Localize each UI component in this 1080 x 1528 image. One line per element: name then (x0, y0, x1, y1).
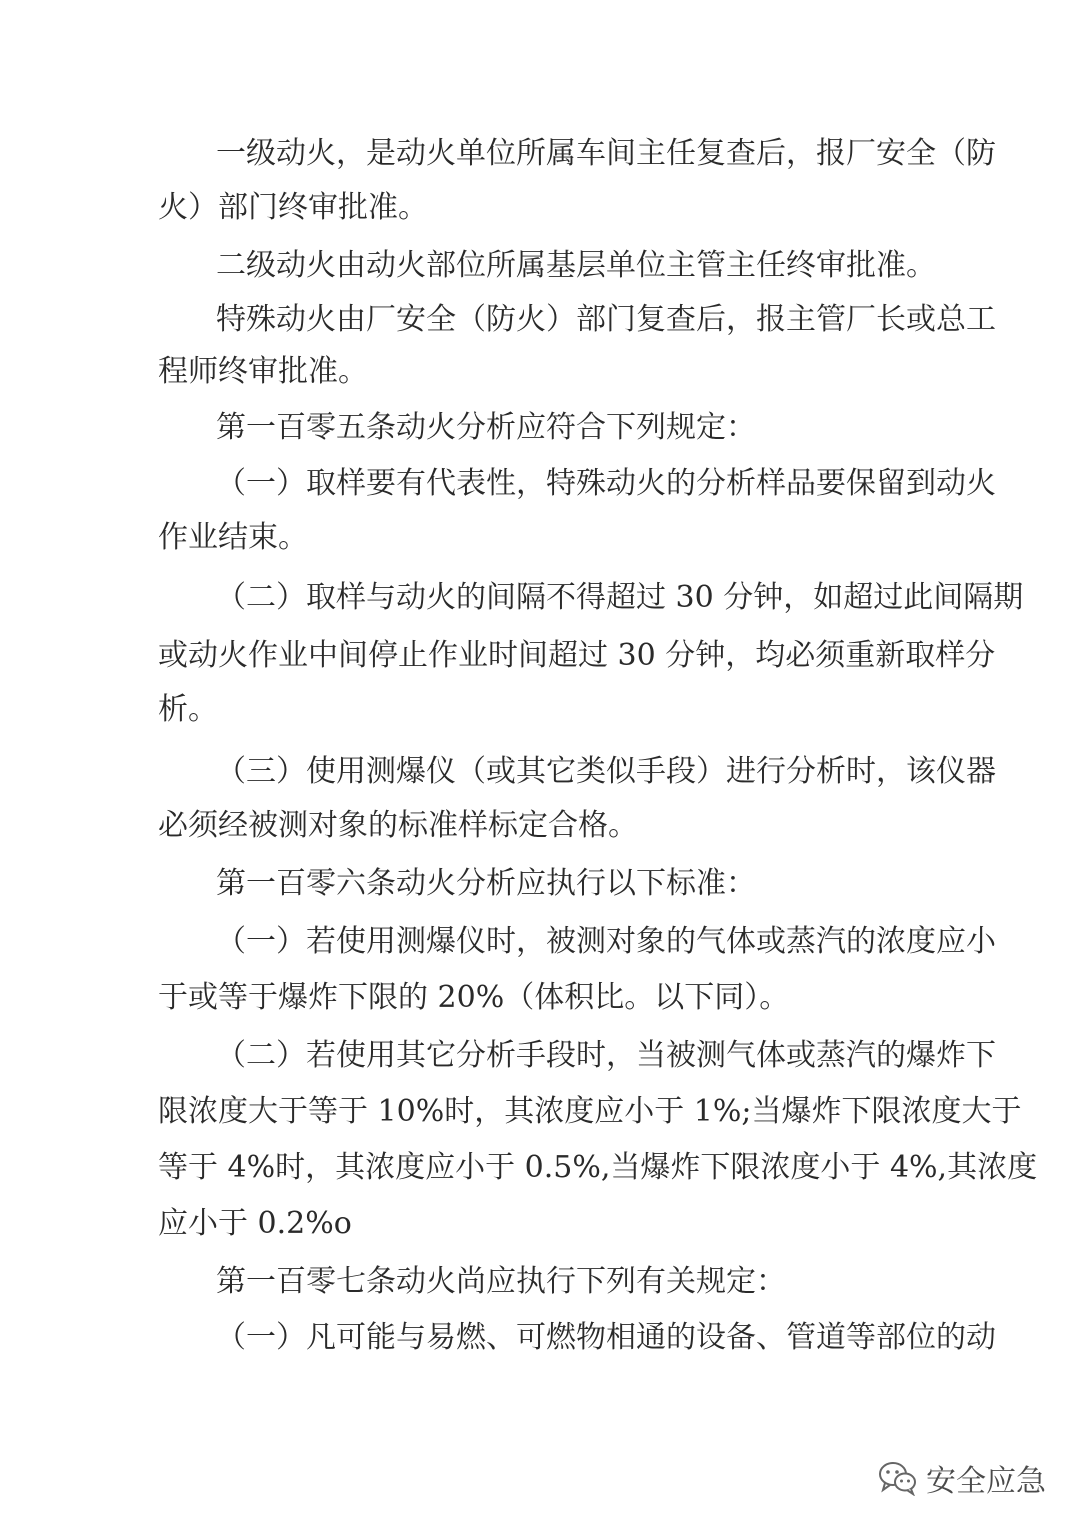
text-line: （一）凡可能与易燃、可燃物相通的设备、管道等部位的动 (216, 1320, 996, 1355)
text-line: 于或等于爆炸下限的 20%（体积比。以下同）。 (158, 980, 790, 1015)
text-line: 程师终审批准。 (158, 354, 368, 389)
text-line: （三）使用测爆仪（或其它类似手段）进行分析时，该仪器 (216, 754, 996, 789)
text-line: （一）若使用测爆仪时，被测对象的气体或蒸汽的浓度应小 (216, 924, 996, 959)
text-line: 一级动火，是动火单位所属车间主任复查后，报厂安全（防 (216, 136, 996, 171)
text-line: 第一百零七条动火尚应执行下列有关规定： (216, 1264, 786, 1299)
source-watermark (878, 1458, 1046, 1498)
wechat-icon (878, 1460, 918, 1496)
text-line: 应小于 0.2%o (158, 1206, 352, 1241)
watermark-text: 安全应急 (926, 1464, 1046, 1499)
text-line: （二）若使用其它分析手段时，当被测气体或蒸汽的爆炸下 (216, 1038, 996, 1073)
text-line: 作业结束。 (158, 520, 308, 555)
text-line: 析。 (158, 692, 218, 727)
text-line: 第一百零六条动火分析应执行以下标准： (216, 866, 756, 901)
text-line: 特殊动火由厂安全（防火）部门复查后，报主管厂长或总工 (216, 302, 996, 337)
text-line: 或动火作业中间停止作业时间超过 30 分钟，均必须重新取样分 (158, 638, 996, 673)
text-line: 必须经被测对象的标准样标定合格。 (158, 808, 638, 843)
text-line: （一）取样要有代表性，特殊动火的分析样品要保留到动火 (216, 466, 996, 501)
text-line: 第一百零五条动火分析应符合下列规定： (216, 410, 756, 445)
text-line: （二）取样与动火的间隔不得超过 30 分钟，如超过此间隔期 (216, 580, 1024, 615)
text-line: 等于 4%时，其浓度应小于 0.5%,当爆炸下限浓度小于 4%,其浓度 (158, 1150, 1038, 1185)
text-line: 限浓度大于等于 10%时，其浓度应小于 1%;当爆炸下限浓度大于 (158, 1094, 1022, 1129)
text-line: 火）部门终审批准。 (158, 190, 428, 225)
text-line: 二级动火由动火部位所属基层单位主管主任终审批准。 (216, 248, 936, 283)
